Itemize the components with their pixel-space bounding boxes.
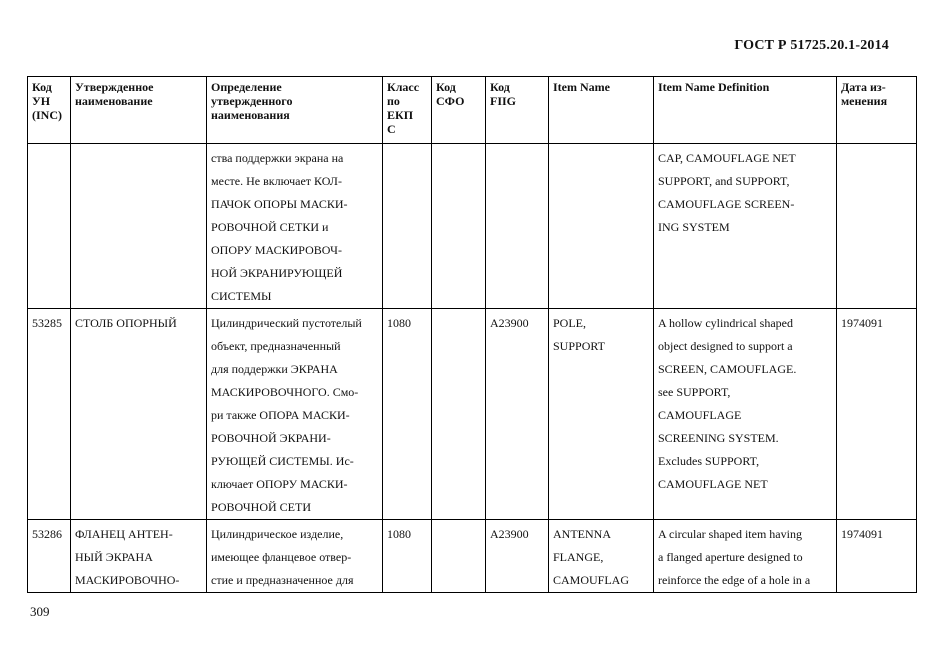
cell-item-name: ANTENNA FLANGE, CAMOUFLAG [549, 520, 654, 593]
cell-item-name-definition: CAP, CAMOUFLAGE NET SUPPORT, and SUPPORT, CAMOUFLAGE SCREEN- ING SYSTEM [654, 144, 837, 309]
cell-inc [28, 144, 71, 309]
page-number: 309 [30, 604, 50, 619]
cell-class [383, 144, 432, 309]
cell-inc: 53286 [28, 520, 71, 593]
table-row [28, 309, 917, 520]
cell-inc: 53285 [28, 309, 71, 520]
header-definition: Определение утвержденного наименования [207, 77, 383, 144]
cell-fiig: A23900 [486, 309, 549, 520]
table-row [28, 520, 917, 593]
cell-approved-name: СТОЛБ ОПОРНЫЙ [71, 309, 207, 520]
cell-class: 1080 [383, 520, 432, 593]
header-change-date: Дата из- менения [837, 77, 917, 144]
cell-definition: Цилиндрический пустотелый объект, предназначенный для поддержки ЭКРАНА МАСКИРОВОЧНОГО. Смо- ри также ОПОРА МАСКИ- РОВОЧНОЙ ЭКРАНИ- РУЮЩЕЙ СИСТЕМЫ. Ис- ключает ОПОРУ МАСКИ- РОВОЧНОЙ СЕТИ [207, 309, 383, 520]
cell-definition: ства поддержки экрана на месте. Не включает КОЛ- ПАЧОК ОПОРЫ МАСКИ- РОВОЧНОЙ СЕТКИ и ОПОРУ МАСКИРОВОЧ- НОЙ ЭКРАНИРУЮЩЕЙ СИСТЕМЫ [207, 144, 383, 309]
header-inc: Код УН (INC) [28, 77, 71, 144]
cell-approved-name: ФЛАНЕЦ АНТЕН- НЫЙ ЭКРАНА МАСКИРОВОЧНО- [71, 520, 207, 593]
cell-definition: Цилиндрическое изделие, имеющее фланцевое отвер- стие и предназначенное для [207, 520, 383, 593]
table-header-row [28, 77, 917, 144]
cell-item-name [549, 144, 654, 309]
document-standard-title: ГОСТ Р 51725.20.1-2014 [734, 38, 889, 53]
header-approved-name: Утвержденное наименование [71, 77, 207, 144]
header-fiig: Код FIIG [486, 77, 549, 144]
cell-change-date [837, 144, 917, 309]
cell-item-name: POLE, SUPPORT [549, 309, 654, 520]
cell-approved-name [71, 144, 207, 309]
header-sfo: Код СФО [432, 77, 486, 144]
cell-item-name-definition: A circular shaped item having a flanged aperture designed to reinforce the edge of a hole in a [654, 520, 837, 593]
cell-change-date: 1974091 [837, 520, 917, 593]
header-item-name: Item Name [549, 77, 654, 144]
header-item-name-definition: Item Name Definition [654, 77, 837, 144]
cell-class: 1080 [383, 309, 432, 520]
header-class: Класс по ЕКП С [383, 77, 432, 144]
cell-change-date: 1974091 [837, 309, 917, 520]
classification-table [27, 76, 917, 593]
cell-sfo [432, 520, 486, 593]
cell-fiig: A23900 [486, 520, 549, 593]
cell-sfo [432, 309, 486, 520]
cell-item-name-definition: A hollow cylindrical shaped object designed to support a SCREEN, CAMOUFLAGE. see SUPPORT, CAMOUFLAGE SCREENING SYSTEM. Excludes SUPPORT, CAMOUFLAGE NET [654, 309, 837, 520]
cell-fiig [486, 144, 549, 309]
table-row [28, 144, 917, 309]
cell-sfo [432, 144, 486, 309]
